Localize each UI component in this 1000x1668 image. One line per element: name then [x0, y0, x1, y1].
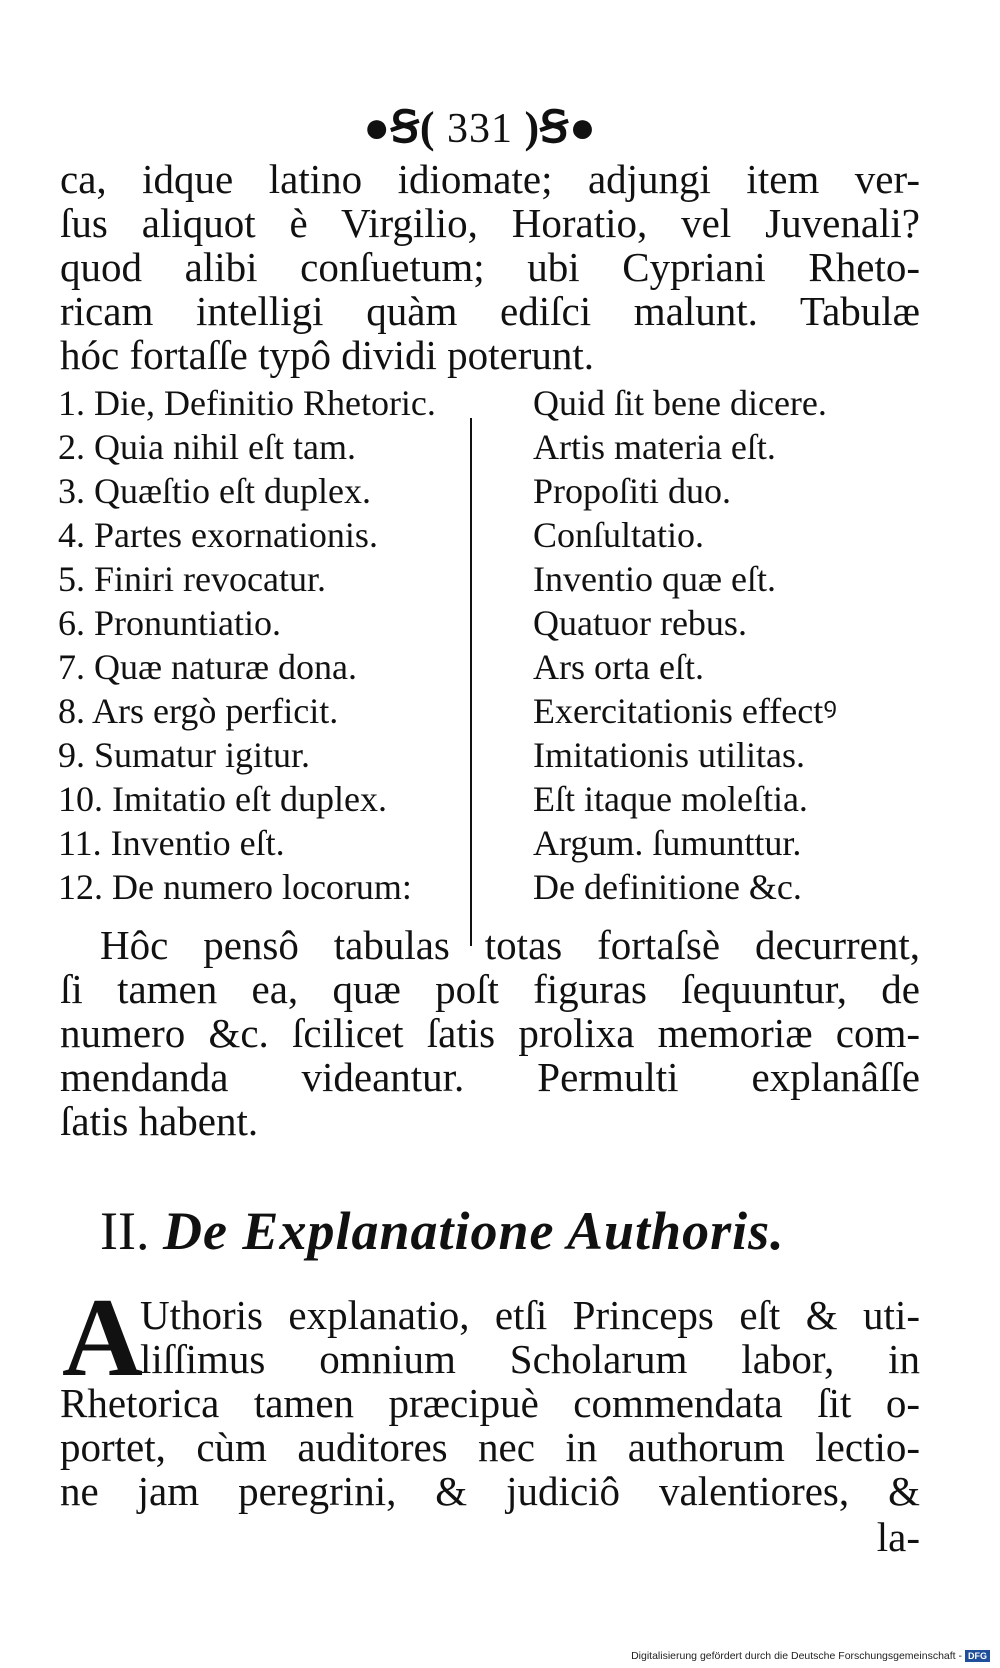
left-entry: Ars ergò perficit. — [92, 691, 339, 731]
left-entry: Finiri revocatur. — [94, 559, 326, 599]
table-left-cell — [58, 600, 281, 646]
table-row — [58, 600, 938, 646]
running-header — [330, 102, 630, 154]
table-row — [58, 380, 938, 426]
section-heading — [100, 1198, 900, 1264]
left-entry: Inventio eſt. — [110, 823, 285, 863]
table-left-cell — [58, 688, 338, 734]
credit-text: Digitalisierung gefördert durch die Deutsche Forschungsgemeinschaft - — [631, 1650, 962, 1662]
left-entry: Pronuntiatio. — [94, 603, 281, 643]
table-row — [58, 864, 938, 910]
table-left-cell — [58, 644, 357, 690]
right-entry: Argum. ſumunttur. — [533, 823, 802, 863]
row-number: 1. — [58, 383, 85, 423]
table-left-cell — [58, 820, 285, 866]
right-entry: Quid ſit bene dicere. — [533, 383, 827, 423]
paragraph-line: mendanda videantur. Permulti explanâſſe — [60, 1054, 920, 1100]
right-entry: Quatuor rebus. — [533, 603, 747, 643]
left-entry: Quæ naturæ dona. — [94, 647, 357, 687]
table-row — [58, 732, 938, 778]
drop-cap: A — [62, 1276, 143, 1400]
digitization-credit — [595, 1648, 990, 1664]
table-left-cell — [58, 424, 356, 470]
row-number: 3. — [58, 471, 85, 511]
table-row — [58, 820, 938, 866]
table-row — [58, 512, 938, 558]
row-number: 4. — [58, 515, 85, 555]
intro-line: hóc fortaſſe typô dividi poterunt. — [60, 332, 595, 378]
table-row — [58, 424, 938, 470]
left-entry: Partes exornationis. — [94, 515, 378, 555]
row-number: 6. — [58, 603, 85, 643]
right-entry: Exercitationis effectꝰ — [533, 691, 837, 731]
left-entry: Die, Definitio Rhetoric. — [94, 383, 436, 423]
paragraph-line: numero &c. ſcilicet ſatis prolixa memoriæ com- — [60, 1010, 920, 1056]
intro-line: ca, idque latino idiomate; adjungi item ver- — [60, 156, 920, 202]
right-entry: Conſultatio. — [533, 515, 704, 555]
table-row — [58, 468, 938, 514]
row-number: 9. — [58, 735, 85, 775]
table-row — [58, 688, 938, 734]
row-number: 10. — [58, 779, 103, 819]
table-left-cell — [58, 556, 326, 602]
left-entry: Quia nihil eſt tam. — [94, 427, 356, 467]
section-line: ne jam peregrini, & judiciô valentiores, & — [60, 1468, 920, 1514]
table-row — [58, 776, 938, 822]
row-number: 11. — [58, 823, 102, 863]
page-number: 331 — [447, 106, 513, 152]
intro-line: ſus aliquot è Virgilio, Horatio, vel Juvenali? — [60, 200, 920, 246]
right-entry: Eſt itaque moleſtia. — [533, 779, 808, 819]
left-entry: Quæſtio eſt duplex. — [94, 471, 371, 511]
dfg-logo: DFG — [965, 1650, 990, 1662]
table-left-cell — [58, 512, 378, 558]
intro-line: quod alibi conſuetum; ubi Cypriani Rheto- — [60, 244, 920, 290]
table-row — [58, 556, 938, 602]
header-ornament-left: ●Ꞩ( — [363, 103, 436, 152]
left-entry: De numero locorum: — [112, 867, 412, 907]
intro-line: ricam intelligi quàm ediſci malunt. Tabulæ — [60, 288, 920, 334]
table-left-cell — [58, 776, 387, 822]
row-number: 7. — [58, 647, 85, 687]
table-left-cell — [58, 864, 412, 910]
section-line: portet, cùm auditores nec in authorum lectio- — [60, 1424, 920, 1470]
right-entry: Imitationis utilitas. — [533, 735, 805, 775]
catchword: la- — [876, 1514, 920, 1560]
section-title: De Explanatione Authoris. — [162, 1201, 785, 1261]
table-left-cell — [58, 468, 371, 514]
row-number: 2. — [58, 427, 85, 467]
right-entry: Ars orta eſt. — [533, 647, 704, 687]
right-entry: Inventio quæ eſt. — [533, 559, 776, 599]
paragraph-line: ſi tamen ea, quæ poſt figuras ſequuntur, de — [60, 966, 920, 1012]
paragraph-line: Hôc pensô tabulas totas fortaſsè decurrent, — [100, 922, 920, 968]
right-entry: Propoſiti duo. — [533, 471, 732, 511]
right-entry: De definitione &c. — [533, 867, 802, 907]
section-line: Rhetorica tamen præcipuè commendata ſit o- — [60, 1380, 920, 1426]
header-ornament-right: )Ꞩ● — [524, 103, 597, 152]
section-number: II. — [100, 1201, 150, 1261]
table-row — [58, 644, 938, 690]
row-number: 5. — [58, 559, 85, 599]
row-number: 8. — [58, 691, 85, 731]
section-line: liſſimus omnium Scholarum labor, in — [140, 1336, 920, 1382]
paragraph-line: ſatis habent. — [60, 1098, 259, 1144]
section-line: Uthoris explanatio, etſi Princeps eſt & uti- — [140, 1292, 920, 1338]
table-left-cell — [58, 380, 436, 426]
right-entry: Artis materia eſt. — [533, 427, 776, 467]
left-entry: Imitatio eſt duplex. — [112, 779, 387, 819]
row-number: 12. — [58, 867, 103, 907]
table-left-cell — [58, 732, 310, 778]
left-entry: Sumatur igitur. — [94, 735, 310, 775]
